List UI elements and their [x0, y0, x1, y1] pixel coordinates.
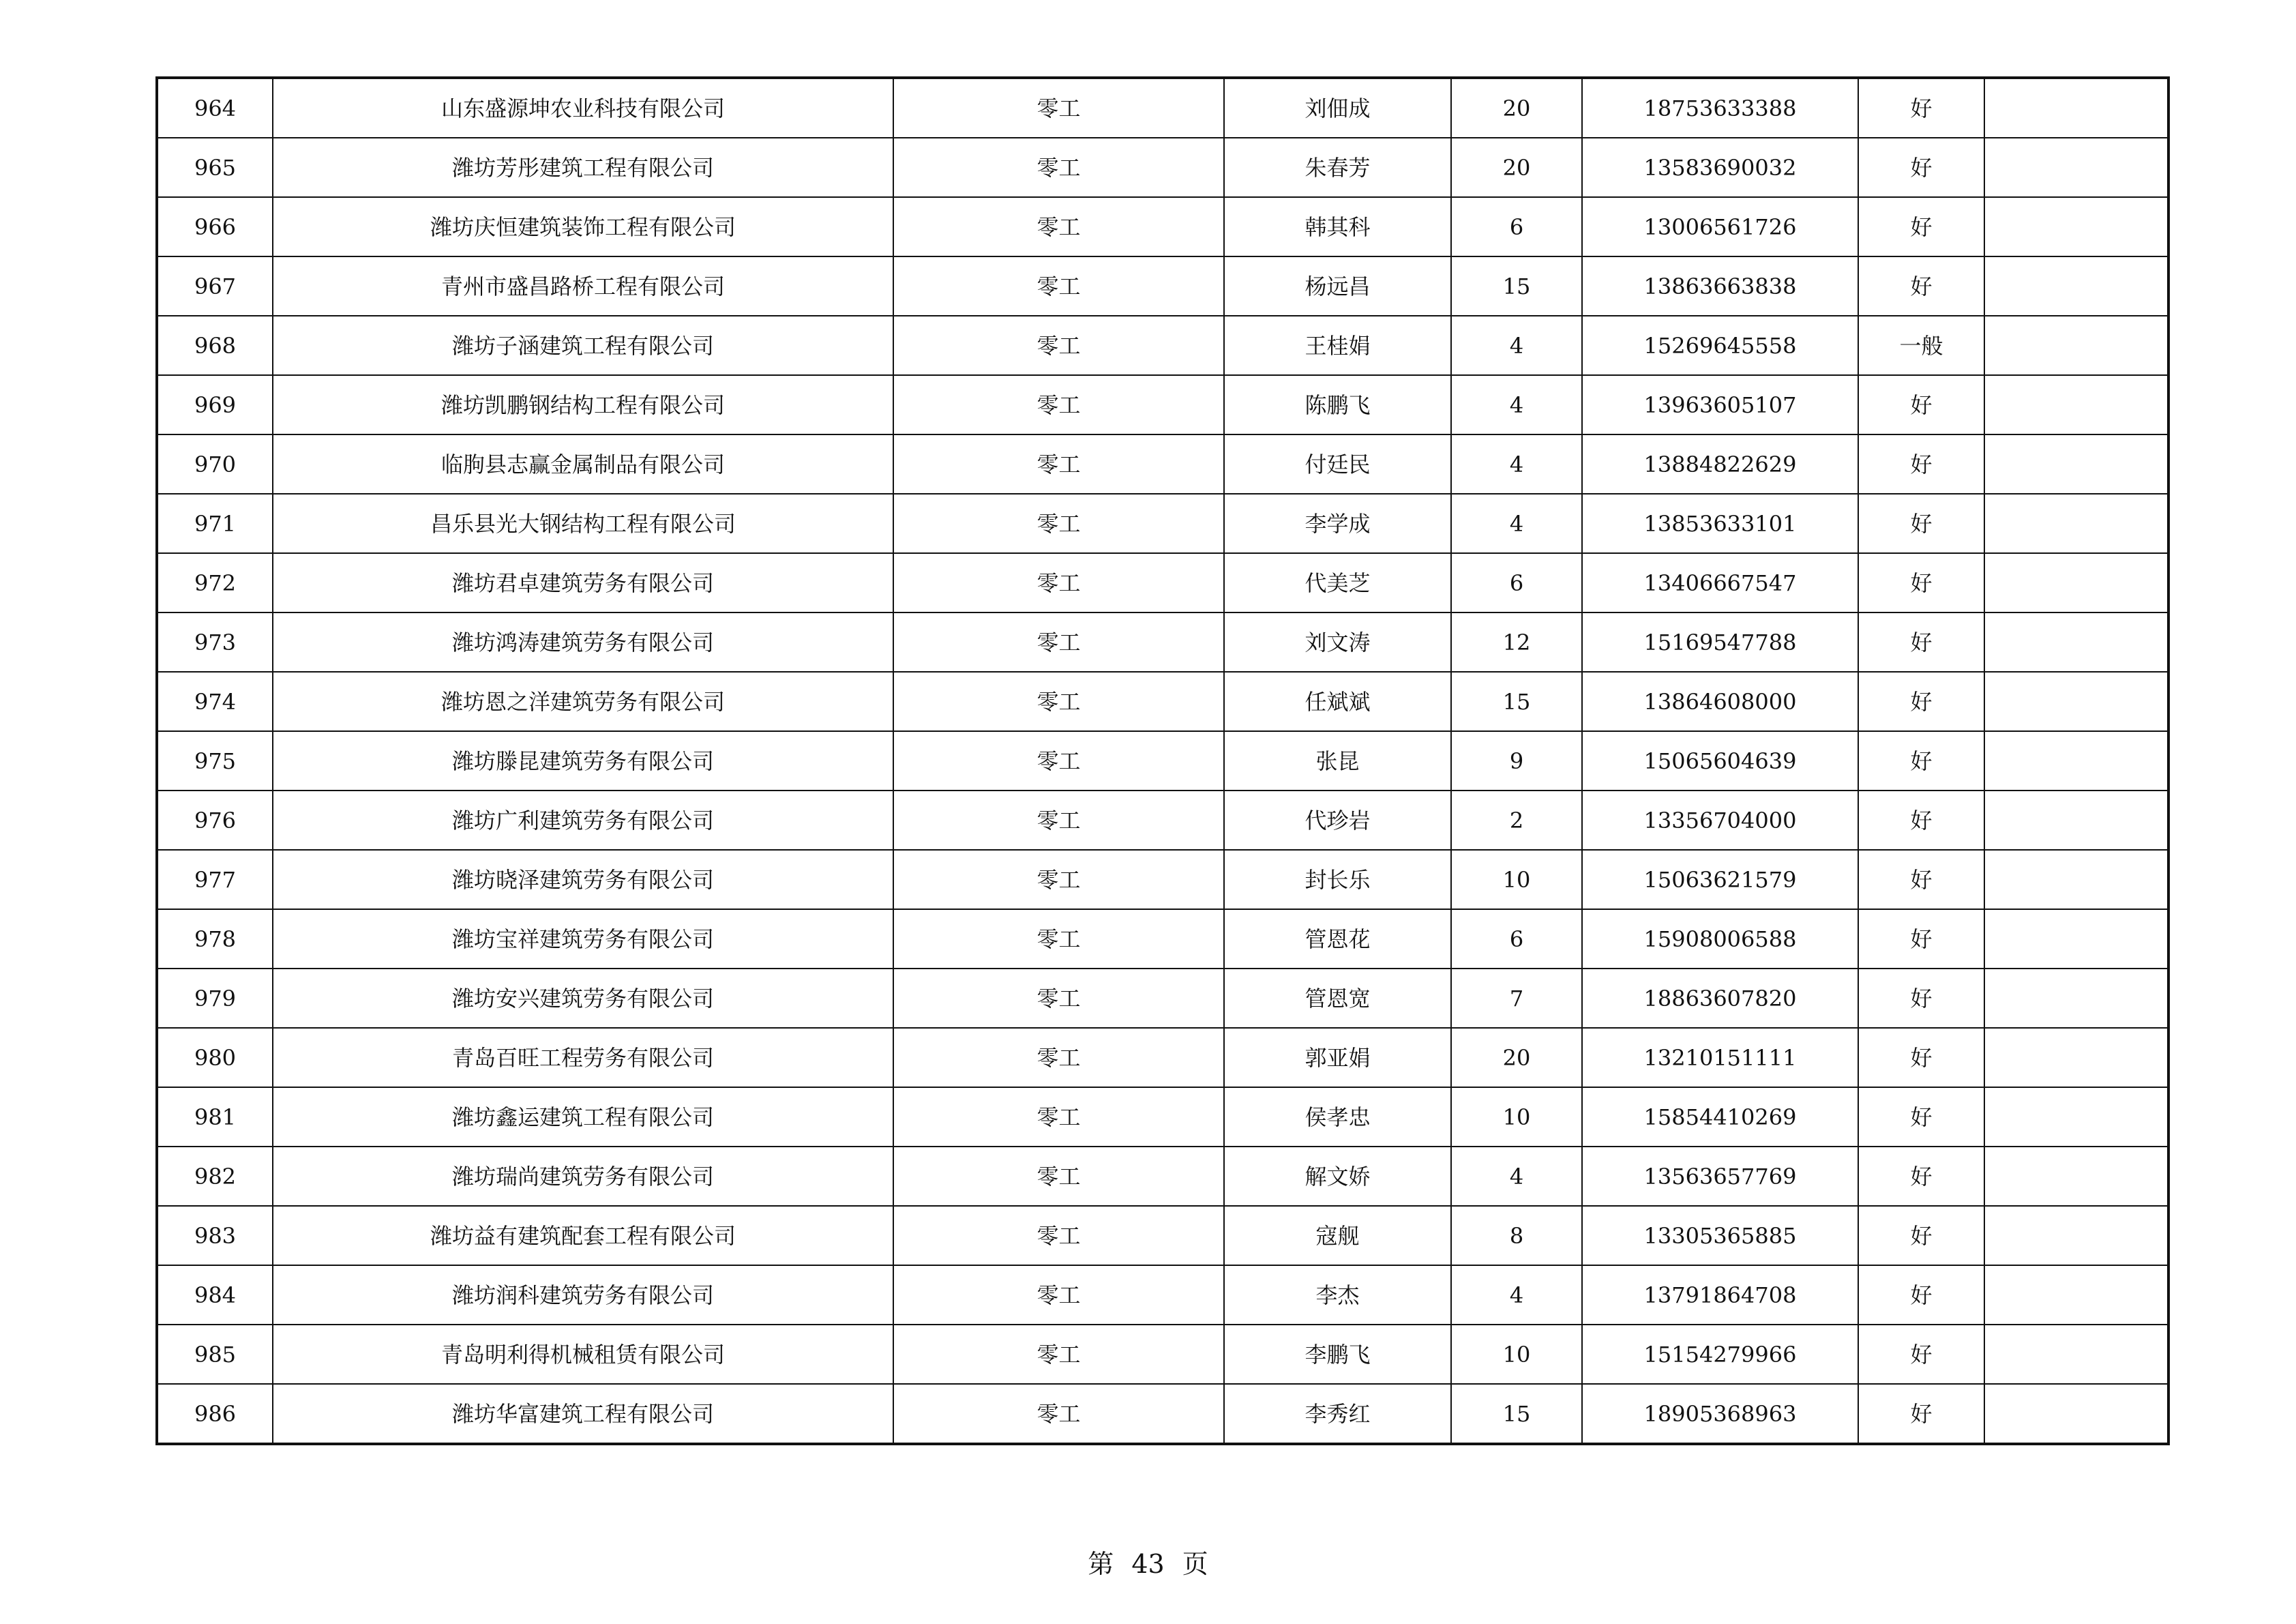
headcount-cell: 12	[1451, 612, 1582, 672]
table-row	[157, 1265, 2168, 1325]
contact-name-cell: 朱春芳	[1224, 138, 1451, 197]
company-name-cell: 潍坊庆恒建筑装饰工程有限公司	[273, 197, 893, 256]
rating-cell: 好	[1858, 138, 1984, 197]
headcount-cell: 4	[1451, 375, 1582, 434]
rating-cell: 好	[1858, 909, 1984, 969]
row-number-cell: 969	[157, 375, 273, 434]
row-number-cell: 972	[157, 553, 273, 612]
row-number-cell: 973	[157, 612, 273, 672]
company-name-cell: 潍坊华富建筑工程有限公司	[273, 1384, 893, 1444]
company-name-cell: 潍坊子涵建筑工程有限公司	[273, 316, 893, 375]
contact-name-cell: 刘文涛	[1224, 612, 1451, 672]
phone-cell: 15908006588	[1582, 909, 1858, 969]
headcount-cell: 10	[1451, 850, 1582, 909]
work-type-cell: 零工	[893, 375, 1224, 434]
remark-cell	[1984, 1325, 2168, 1384]
contact-name-cell: 郭亚娟	[1224, 1028, 1451, 1087]
rating-cell: 好	[1858, 434, 1984, 494]
headcount-cell: 4	[1451, 316, 1582, 375]
remark-cell	[1984, 1384, 2168, 1444]
remark-cell	[1984, 1087, 2168, 1147]
rating-cell: 好	[1858, 1028, 1984, 1087]
remark-cell	[1984, 1206, 2168, 1265]
company-name-cell: 潍坊晓泽建筑劳务有限公司	[273, 850, 893, 909]
remark-cell	[1984, 969, 2168, 1028]
table-body	[157, 78, 2168, 1444]
headcount-cell: 4	[1451, 494, 1582, 553]
company-name-cell: 潍坊恩之洋建筑劳务有限公司	[273, 672, 893, 731]
rating-cell: 好	[1858, 731, 1984, 791]
headcount-cell: 15	[1451, 672, 1582, 731]
work-type-cell: 零工	[893, 256, 1224, 316]
company-name-cell: 潍坊君卓建筑劳务有限公司	[273, 553, 893, 612]
company-name-cell: 潍坊广利建筑劳务有限公司	[273, 791, 893, 850]
contact-name-cell: 陈鹏飞	[1224, 375, 1451, 434]
rating-cell: 好	[1858, 1265, 1984, 1325]
contact-name-cell: 王桂娟	[1224, 316, 1451, 375]
phone-cell: 15169547788	[1582, 612, 1858, 672]
headcount-cell: 4	[1451, 1265, 1582, 1325]
rating-cell: 好	[1858, 612, 1984, 672]
rating-cell: 好	[1858, 1384, 1984, 1444]
table-row	[157, 138, 2168, 197]
table-row	[157, 78, 2168, 138]
work-type-cell: 零工	[893, 731, 1224, 791]
table-row	[157, 434, 2168, 494]
table-row	[157, 494, 2168, 553]
table-row	[157, 969, 2168, 1028]
contact-name-cell: 付廷民	[1224, 434, 1451, 494]
row-number-cell: 977	[157, 850, 273, 909]
phone-cell: 18905368963	[1582, 1384, 1858, 1444]
row-number-cell: 966	[157, 197, 273, 256]
row-number-cell: 984	[157, 1265, 273, 1325]
contact-name-cell: 杨远昌	[1224, 256, 1451, 316]
contact-name-cell: 侯孝忠	[1224, 1087, 1451, 1147]
phone-cell: 18753633388	[1582, 78, 1858, 138]
headcount-cell: 8	[1451, 1206, 1582, 1265]
rating-cell: 好	[1858, 850, 1984, 909]
table-row	[157, 612, 2168, 672]
company-name-cell: 潍坊凯鹏钢结构工程有限公司	[273, 375, 893, 434]
work-type-cell: 零工	[893, 316, 1224, 375]
remark-cell	[1984, 78, 2168, 138]
rating-cell: 好	[1858, 375, 1984, 434]
rating-cell: 好	[1858, 1206, 1984, 1265]
remark-cell	[1984, 1265, 2168, 1325]
row-number-cell: 964	[157, 78, 273, 138]
phone-cell: 13356704000	[1582, 791, 1858, 850]
table-row	[157, 672, 2168, 731]
phone-cell: 15154279966	[1582, 1325, 1858, 1384]
company-name-cell: 山东盛源坤农业科技有限公司	[273, 78, 893, 138]
company-name-cell: 潍坊瑞尚建筑劳务有限公司	[273, 1147, 893, 1206]
phone-cell: 13791864708	[1582, 1265, 1858, 1325]
work-type-cell: 零工	[893, 909, 1224, 969]
phone-cell: 13853633101	[1582, 494, 1858, 553]
rating-cell: 好	[1858, 1147, 1984, 1206]
table-row	[157, 850, 2168, 909]
company-name-cell: 青州市盛昌路桥工程有限公司	[273, 256, 893, 316]
row-number-cell: 981	[157, 1087, 273, 1147]
company-name-cell: 潍坊安兴建筑劳务有限公司	[273, 969, 893, 1028]
table-row	[157, 1325, 2168, 1384]
rating-cell: 好	[1858, 1325, 1984, 1384]
work-type-cell: 零工	[893, 434, 1224, 494]
work-type-cell: 零工	[893, 850, 1224, 909]
phone-cell: 13583690032	[1582, 138, 1858, 197]
phone-cell: 13864608000	[1582, 672, 1858, 731]
headcount-cell: 10	[1451, 1087, 1582, 1147]
row-number-cell: 971	[157, 494, 273, 553]
contact-name-cell: 代美芝	[1224, 553, 1451, 612]
phone-cell: 13963605107	[1582, 375, 1858, 434]
remark-cell	[1984, 672, 2168, 731]
row-number-cell: 975	[157, 731, 273, 791]
phone-cell: 13406667547	[1582, 553, 1858, 612]
remark-cell	[1984, 612, 2168, 672]
table-row	[157, 791, 2168, 850]
contact-name-cell: 代珍岩	[1224, 791, 1451, 850]
work-type-cell: 零工	[893, 1206, 1224, 1265]
row-number-cell: 967	[157, 256, 273, 316]
phone-cell: 15063621579	[1582, 850, 1858, 909]
table-row	[157, 316, 2168, 375]
table-row	[157, 375, 2168, 434]
headcount-cell: 4	[1451, 434, 1582, 494]
rating-cell: 好	[1858, 78, 1984, 138]
company-name-cell: 青岛百旺工程劳务有限公司	[273, 1028, 893, 1087]
company-name-cell: 潍坊滕昆建筑劳务有限公司	[273, 731, 893, 791]
rating-cell: 好	[1858, 494, 1984, 553]
work-type-cell: 零工	[893, 612, 1224, 672]
work-type-cell: 零工	[893, 1384, 1224, 1444]
company-name-cell: 临朐县志赢金属制品有限公司	[273, 434, 893, 494]
work-type-cell: 零工	[893, 1325, 1224, 1384]
remark-cell	[1984, 197, 2168, 256]
headcount-cell: 9	[1451, 731, 1582, 791]
phone-cell: 13210151111	[1582, 1028, 1858, 1087]
work-type-cell: 零工	[893, 78, 1224, 138]
company-name-cell: 青岛明利得机械租赁有限公司	[273, 1325, 893, 1384]
headcount-cell: 20	[1451, 1028, 1582, 1087]
rating-cell: 好	[1858, 553, 1984, 612]
rating-cell: 好	[1858, 672, 1984, 731]
remark-cell	[1984, 850, 2168, 909]
remark-cell	[1984, 1028, 2168, 1087]
row-number-cell: 968	[157, 316, 273, 375]
rating-cell: 好	[1858, 256, 1984, 316]
row-number-cell: 983	[157, 1206, 273, 1265]
remark-cell	[1984, 731, 2168, 791]
page-number: 第 43 页	[1088, 1549, 1208, 1579]
work-type-cell: 零工	[893, 138, 1224, 197]
row-number-cell: 978	[157, 909, 273, 969]
remark-cell	[1984, 909, 2168, 969]
headcount-cell: 6	[1451, 553, 1582, 612]
contact-name-cell: 李鹏飞	[1224, 1325, 1451, 1384]
phone-cell: 18863607820	[1582, 969, 1858, 1028]
company-name-cell: 昌乐县光大钢结构工程有限公司	[273, 494, 893, 553]
phone-cell: 13884822629	[1582, 434, 1858, 494]
row-number-cell: 965	[157, 138, 273, 197]
work-type-cell: 零工	[893, 1265, 1224, 1325]
work-type-cell: 零工	[893, 1147, 1224, 1206]
work-type-cell: 零工	[893, 494, 1224, 553]
phone-cell: 15854410269	[1582, 1087, 1858, 1147]
contact-name-cell: 寇舰	[1224, 1206, 1451, 1265]
phone-cell: 15065604639	[1582, 731, 1858, 791]
contact-name-cell: 管恩花	[1224, 909, 1451, 969]
headcount-cell: 6	[1451, 909, 1582, 969]
work-type-cell: 零工	[893, 672, 1224, 731]
remark-cell	[1984, 256, 2168, 316]
company-table	[155, 76, 2170, 1445]
rating-cell: 好	[1858, 1087, 1984, 1147]
phone-cell: 13305365885	[1582, 1206, 1858, 1265]
contact-name-cell: 管恩宽	[1224, 969, 1451, 1028]
table-row	[157, 909, 2168, 969]
row-number-cell: 985	[157, 1325, 273, 1384]
contact-name-cell: 李秀红	[1224, 1384, 1451, 1444]
company-name-cell: 潍坊益有建筑配套工程有限公司	[273, 1206, 893, 1265]
work-type-cell: 零工	[893, 197, 1224, 256]
table-row	[157, 1384, 2168, 1444]
work-type-cell: 零工	[893, 1028, 1224, 1087]
contact-name-cell: 任斌斌	[1224, 672, 1451, 731]
company-name-cell: 潍坊润科建筑劳务有限公司	[273, 1265, 893, 1325]
contact-name-cell: 封长乐	[1224, 850, 1451, 909]
remark-cell	[1984, 553, 2168, 612]
row-number-cell: 970	[157, 434, 273, 494]
remark-cell	[1984, 138, 2168, 197]
work-type-cell: 零工	[893, 791, 1224, 850]
contact-name-cell: 张昆	[1224, 731, 1451, 791]
row-number-cell: 976	[157, 791, 273, 850]
remark-cell	[1984, 316, 2168, 375]
contact-name-cell: 刘佃成	[1224, 78, 1451, 138]
headcount-cell: 10	[1451, 1325, 1582, 1384]
work-type-cell: 零工	[893, 969, 1224, 1028]
company-name-cell: 潍坊芳彤建筑工程有限公司	[273, 138, 893, 197]
table-row	[157, 1147, 2168, 1206]
headcount-cell: 4	[1451, 1147, 1582, 1206]
work-type-cell: 零工	[893, 1087, 1224, 1147]
company-name-cell: 潍坊鸿涛建筑劳务有限公司	[273, 612, 893, 672]
row-number-cell: 974	[157, 672, 273, 731]
remark-cell	[1984, 494, 2168, 553]
contact-name-cell: 李学成	[1224, 494, 1451, 553]
table-row	[157, 1087, 2168, 1147]
headcount-cell: 2	[1451, 791, 1582, 850]
phone-cell: 13563657769	[1582, 1147, 1858, 1206]
table-row	[157, 553, 2168, 612]
row-number-cell: 982	[157, 1147, 273, 1206]
company-name-cell: 潍坊鑫运建筑工程有限公司	[273, 1087, 893, 1147]
headcount-cell: 7	[1451, 969, 1582, 1028]
row-number-cell: 979	[157, 969, 273, 1028]
company-name-cell: 潍坊宝祥建筑劳务有限公司	[273, 909, 893, 969]
remark-cell	[1984, 1147, 2168, 1206]
rating-cell: 一般	[1858, 316, 1984, 375]
table-row	[157, 197, 2168, 256]
table-row	[157, 256, 2168, 316]
rating-cell: 好	[1858, 791, 1984, 850]
work-type-cell: 零工	[893, 553, 1224, 612]
phone-cell: 13006561726	[1582, 197, 1858, 256]
headcount-cell: 15	[1451, 1384, 1582, 1444]
table-row	[157, 1028, 2168, 1087]
contact-name-cell: 韩其科	[1224, 197, 1451, 256]
headcount-cell: 20	[1451, 78, 1582, 138]
remark-cell	[1984, 434, 2168, 494]
table-row	[157, 731, 2168, 791]
headcount-cell: 15	[1451, 256, 1582, 316]
contact-name-cell: 解文娇	[1224, 1147, 1451, 1206]
rating-cell: 好	[1858, 969, 1984, 1028]
table-row	[157, 1206, 2168, 1265]
row-number-cell: 980	[157, 1028, 273, 1087]
contact-name-cell: 李杰	[1224, 1265, 1451, 1325]
headcount-cell: 6	[1451, 197, 1582, 256]
rating-cell: 好	[1858, 197, 1984, 256]
headcount-cell: 20	[1451, 138, 1582, 197]
remark-cell	[1984, 375, 2168, 434]
remark-cell	[1984, 791, 2168, 850]
phone-cell: 13863663838	[1582, 256, 1858, 316]
phone-cell: 15269645558	[1582, 316, 1858, 375]
row-number-cell: 986	[157, 1384, 273, 1444]
